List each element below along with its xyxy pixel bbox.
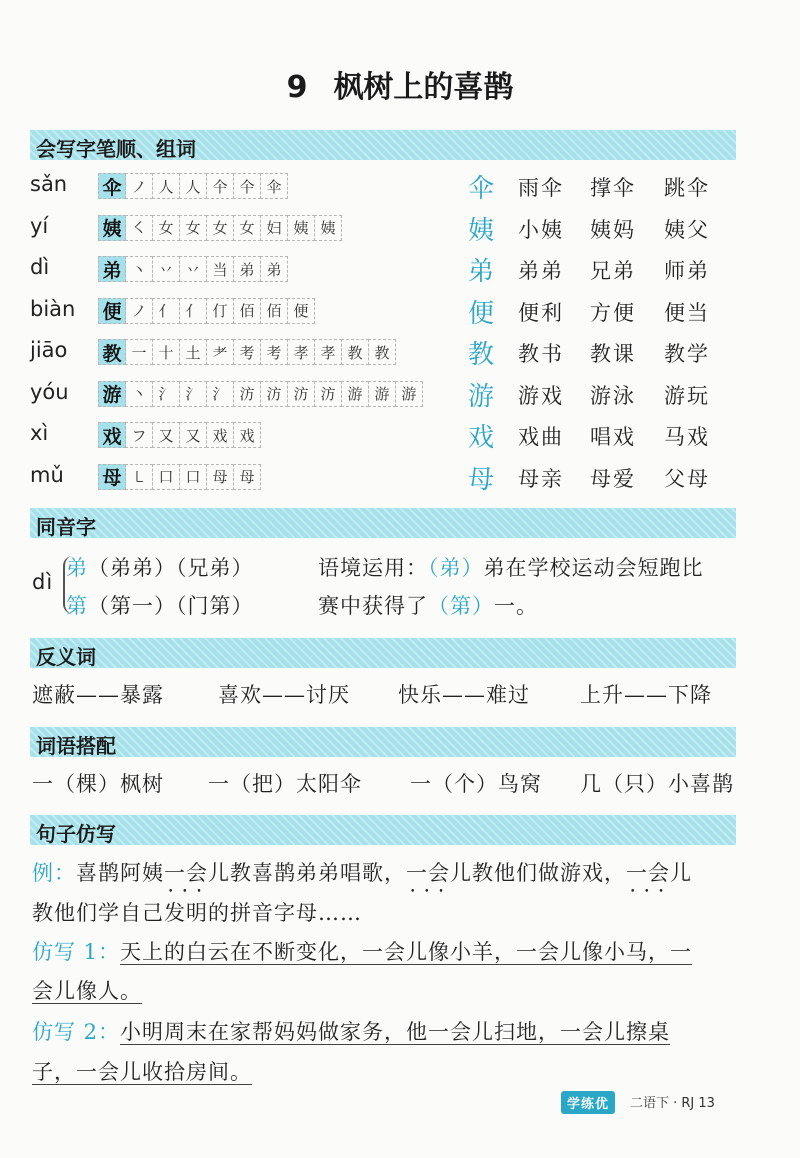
word: 教学 bbox=[664, 342, 710, 366]
stroke-order-grid bbox=[98, 215, 341, 239]
stroke-step: ノ bbox=[125, 298, 153, 324]
pinyin: biàn bbox=[30, 296, 76, 321]
stroke-step: 孝 bbox=[314, 339, 342, 365]
word: 戏曲 bbox=[518, 425, 564, 449]
highlight-char: 伞 bbox=[468, 174, 495, 204]
word: 游戏 bbox=[518, 383, 564, 408]
section-header-antonyms: 反义词 bbox=[30, 638, 736, 668]
word: 撑伞 bbox=[590, 176, 636, 200]
practice-char: 母 bbox=[98, 464, 126, 490]
stroke-step: ノ bbox=[125, 173, 153, 199]
practice-char: 便 bbox=[98, 298, 126, 324]
stroke-step: 便 bbox=[287, 298, 315, 324]
word: 弟弟 bbox=[518, 259, 564, 283]
stroke-order-grid bbox=[98, 298, 314, 322]
word: 便当 bbox=[664, 300, 710, 325]
word: 马戏 bbox=[664, 425, 710, 449]
stroke-step: 母 bbox=[206, 464, 234, 490]
stroke-step: 仐 bbox=[206, 173, 234, 199]
stroke-step: 佰 bbox=[233, 298, 261, 324]
word: 师弟 bbox=[664, 259, 710, 283]
antonym-4: 上升——下降 bbox=[580, 683, 712, 707]
word: 雨伞 bbox=[518, 176, 564, 200]
stroke-step: 亻 bbox=[179, 298, 207, 324]
pinyin: yí bbox=[30, 213, 49, 238]
word: 教书 bbox=[518, 342, 564, 366]
stroke-step: 母 bbox=[233, 464, 261, 490]
stroke-order-grid bbox=[98, 422, 260, 446]
stroke-step: ㇄ bbox=[125, 464, 153, 490]
stroke-order-grid bbox=[98, 339, 395, 363]
collocation-2: 一（把）太阳伞 bbox=[208, 772, 362, 796]
section-header-homophone: 同音字 bbox=[30, 508, 736, 538]
example-line-1: 例：喜鹊阿姨一会儿 • • •教喜鹊弟弟唱歌，一会儿 • • •教他们做游戏，一会儿 • • • bbox=[32, 857, 692, 887]
word: 小姨 bbox=[518, 217, 564, 242]
word: 跳伞 bbox=[664, 176, 710, 200]
stroke-step: 考 bbox=[233, 339, 261, 365]
stroke-step: 丷 bbox=[152, 256, 180, 282]
pinyin: xì bbox=[30, 421, 49, 445]
char-row bbox=[30, 172, 750, 202]
stroke-step: 戏 bbox=[233, 422, 261, 448]
stroke-step: 仐 bbox=[233, 173, 261, 199]
homophone-pinyin: dì bbox=[32, 570, 54, 594]
imitation-2-line-1: 仿写 2：小明周末在家帮妈妈做家务，他一会儿扫地，一会儿擦桌 bbox=[32, 1020, 671, 1044]
stroke-order-grid bbox=[98, 381, 422, 405]
brand-badge: 学练优 bbox=[561, 1091, 615, 1114]
stroke-step: 汸 bbox=[314, 381, 342, 407]
section-header-collocations: 词语搭配 bbox=[30, 727, 736, 757]
stroke-step: 又 bbox=[152, 422, 180, 448]
pinyin: sǎn bbox=[30, 172, 68, 196]
stroke-step: 游 bbox=[368, 381, 396, 407]
char-row bbox=[30, 463, 750, 493]
imitation-1-line-1: 仿写 1：天上的白云在不断变化，一会儿像小羊，一会儿像小马，一 bbox=[32, 940, 693, 964]
char-row bbox=[30, 255, 750, 285]
section-header-strokes: 会写字笔顺、组词 bbox=[30, 130, 736, 160]
char-row bbox=[30, 214, 750, 244]
char-row bbox=[30, 421, 750, 451]
highlight-char: 弟 bbox=[468, 257, 495, 287]
highlight-char: 便 bbox=[468, 298, 495, 329]
example-line-2: 教他们学自己发明的拼音字母…… bbox=[32, 901, 362, 925]
word: 母爱 bbox=[590, 466, 636, 491]
word: 游玩 bbox=[664, 383, 710, 408]
stroke-step: 女 bbox=[206, 215, 234, 241]
stroke-step: 伞 bbox=[260, 173, 288, 199]
stroke-step: 丶 bbox=[125, 381, 153, 407]
homophone-line-2: 第（第一）（门第） bbox=[66, 594, 254, 618]
stroke-step: 姨 bbox=[287, 215, 315, 241]
practice-char: 游 bbox=[98, 381, 126, 407]
page-title bbox=[0, 62, 800, 106]
char-row bbox=[30, 380, 750, 410]
section-header-imitation: 句子仿写 bbox=[30, 815, 736, 845]
stroke-step: 游 bbox=[395, 381, 423, 407]
stroke-step: 十 bbox=[152, 339, 180, 365]
stroke-step: 口 bbox=[152, 464, 180, 490]
stroke-step: フ bbox=[125, 422, 153, 448]
collocation-4: 几（只）小喜鹊 bbox=[580, 772, 734, 796]
stroke-step: 丷 bbox=[179, 256, 207, 282]
word: 兄弟 bbox=[590, 259, 636, 283]
stroke-step: 教 bbox=[341, 339, 369, 365]
stroke-step: ㇛ bbox=[125, 215, 153, 241]
stroke-step: 人 bbox=[179, 173, 207, 199]
stroke-step: 弟 bbox=[260, 256, 288, 282]
stroke-order-grid bbox=[98, 173, 287, 197]
stroke-step: 人 bbox=[152, 173, 180, 199]
stroke-step: 弟 bbox=[233, 256, 261, 282]
stroke-step: 姨 bbox=[314, 215, 342, 241]
highlight-char: 游 bbox=[468, 381, 495, 412]
stroke-step: 教 bbox=[368, 339, 396, 365]
homophone-usage-line-1: 语境运用：（弟）弟在学校运动会短跑比 bbox=[318, 556, 704, 580]
practice-char: 教 bbox=[98, 339, 126, 365]
imitation-1-line-2: 会儿像人。 bbox=[32, 979, 142, 1003]
stroke-step: 孝 bbox=[287, 339, 315, 365]
lesson-number: 9 bbox=[286, 70, 308, 105]
word: 游泳 bbox=[590, 383, 636, 408]
homophone-line-1: 弟（弟弟）（兄弟） bbox=[66, 556, 254, 580]
stroke-step: 口 bbox=[179, 464, 207, 490]
pinyin: mǔ bbox=[30, 462, 64, 487]
imitation-2-line-2: 子，一会儿收拾房间。 bbox=[32, 1060, 252, 1084]
antonym-2: 喜欢——讨厌 bbox=[218, 683, 350, 707]
stroke-step: 仃 bbox=[206, 298, 234, 324]
practice-char: 伞 bbox=[98, 173, 126, 199]
antonym-1: 遮蔽——暴露 bbox=[32, 683, 164, 707]
char-row bbox=[30, 297, 750, 327]
stroke-step: 氵 bbox=[179, 381, 207, 407]
stroke-step: 女 bbox=[152, 215, 180, 241]
word: 姨妈 bbox=[590, 217, 636, 242]
stroke-step: 又 bbox=[179, 422, 207, 448]
stroke-step: 当 bbox=[206, 256, 234, 282]
antonym-3: 快乐——难过 bbox=[398, 683, 530, 707]
pinyin: dì bbox=[30, 255, 50, 279]
stroke-step: 一 bbox=[125, 339, 153, 365]
stroke-step: 汸 bbox=[287, 381, 315, 407]
word: 教课 bbox=[590, 342, 636, 366]
highlight-char: 母 bbox=[468, 464, 495, 495]
practice-char: 弟 bbox=[98, 256, 126, 282]
stroke-step: 考 bbox=[260, 339, 288, 365]
highlight-char: 戏 bbox=[468, 423, 495, 453]
stroke-step: 女 bbox=[233, 215, 261, 241]
stroke-step: 妇 bbox=[260, 215, 288, 241]
stroke-step: 佰 bbox=[260, 298, 288, 324]
stroke-step: 耂 bbox=[206, 339, 234, 365]
stroke-order-grid bbox=[98, 464, 260, 488]
stroke-step: 土 bbox=[179, 339, 207, 365]
collocation-3: 一（个）鸟窝 bbox=[410, 772, 542, 796]
word: 父母 bbox=[664, 466, 710, 491]
lesson-title: 枫树上的喜鹊 bbox=[333, 70, 514, 105]
practice-char: 姨 bbox=[98, 215, 126, 241]
word: 唱戏 bbox=[590, 425, 636, 449]
pinyin: jiāo bbox=[30, 338, 68, 362]
stroke-step: 亻 bbox=[152, 298, 180, 324]
stroke-step: 氵 bbox=[206, 381, 234, 407]
stroke-step: 汸 bbox=[260, 381, 288, 407]
pinyin: yóu bbox=[30, 379, 69, 404]
stroke-step: 氵 bbox=[152, 381, 180, 407]
word: 便利 bbox=[518, 300, 564, 325]
practice-char: 戏 bbox=[98, 422, 126, 448]
homophone-usage-line-2: 赛中获得了（第）一。 bbox=[318, 594, 538, 618]
page-footer: 二语下 · RJ 13 bbox=[630, 1096, 715, 1111]
highlight-char: 教 bbox=[468, 340, 495, 370]
word: 姨父 bbox=[664, 217, 710, 242]
word: 方便 bbox=[590, 300, 636, 325]
stroke-step: 丶 bbox=[125, 256, 153, 282]
highlight-char: 姨 bbox=[468, 215, 495, 246]
char-row bbox=[30, 338, 750, 368]
word: 母亲 bbox=[518, 466, 564, 491]
stroke-step: 戏 bbox=[206, 422, 234, 448]
stroke-order-grid bbox=[98, 256, 287, 280]
stroke-step: 汸 bbox=[233, 381, 261, 407]
stroke-step: 女 bbox=[179, 215, 207, 241]
stroke-step: 游 bbox=[341, 381, 369, 407]
collocation-1: 一（棵）枫树 bbox=[32, 772, 164, 796]
